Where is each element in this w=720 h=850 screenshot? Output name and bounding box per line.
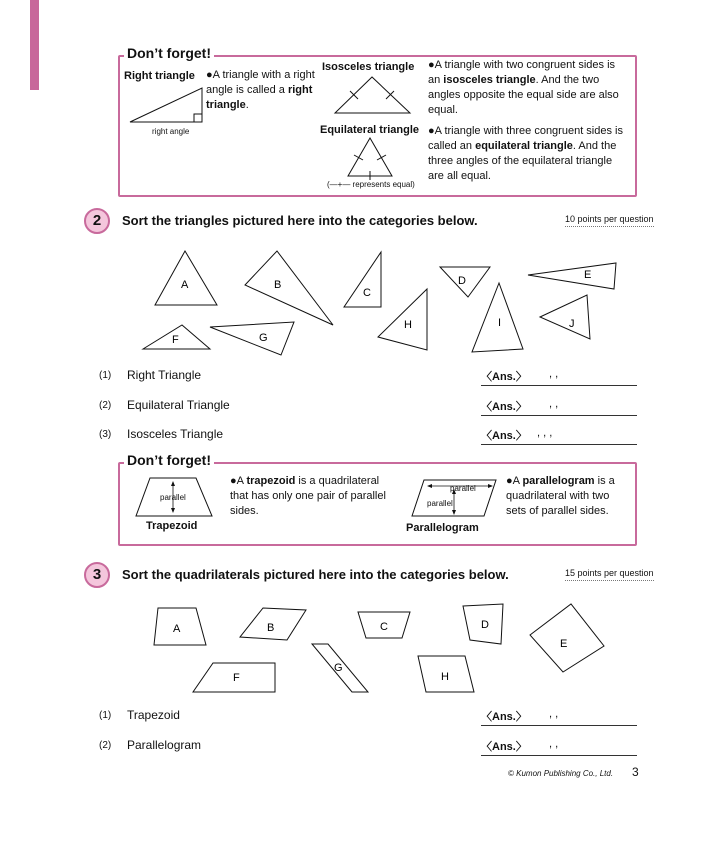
q2-item-2-label: Equilateral Triangle [127,398,230,412]
q3-item-1-label: Trapezoid [127,708,180,722]
question-3-instruction: Sort the quadrilaterals pictured here into the categories below. [122,567,509,582]
quadrilateral-C [358,612,410,638]
svg-text:A: A [181,279,189,291]
svg-text:E: E [560,638,568,650]
triangle-B [245,251,333,325]
parallelogram-label: Parallelogram [406,522,479,534]
quadrilateral-E [530,604,604,672]
svg-text:C: C [380,621,388,633]
quadrilateral-B [240,608,306,640]
triangle-C [344,252,381,307]
equal-marks-caption: (—+— represents equal) [327,180,415,189]
trapezoid-parallel-label: parallel [160,493,186,502]
triangle-A [155,251,217,305]
question-2-instruction: Sort the triangles pictured here into the categories below. [122,213,478,228]
side-color-bar [30,0,39,90]
quadrilateral-F [193,663,275,692]
parallelogram-figure [408,474,503,520]
quadrilateral-G [312,644,368,692]
svg-text:G: G [334,662,343,674]
q2-item-3-label: Isosceles Triangle [127,427,224,441]
isosceles-triangle-figure [325,73,420,118]
svg-text:C: C [363,287,371,299]
q3-item-2-answer-line[interactable]: 〈Ans.〉 , , [481,738,637,756]
q2-item-2-answer-line[interactable]: 〈Ans.〉 , , [481,398,637,416]
q2-item-1-label: Right Triangle [127,368,202,382]
svg-text:A: A [173,623,181,635]
svg-text:G: G [259,332,268,344]
svg-text:H: H [404,319,412,331]
triangle-H [378,289,427,350]
right-angle-caption: right angle [152,127,190,136]
q2-item-1-answer-line[interactable]: 〈Ans.〉 , , [481,368,637,386]
dont-forget-title: Don’t forget! [124,45,214,61]
triangle-F [143,325,210,349]
svg-text:D: D [458,275,466,287]
q3-item-2-label: Parallelogram [127,738,202,752]
equilateral-triangle-label: Equilateral triangle [320,124,420,136]
right-triangle-label: Right triangle [124,70,195,82]
triangle-J [540,295,590,339]
copyright: © Kumon Publishing Co., Ltd. [508,769,614,778]
page-number: 3 [632,765,639,779]
isosceles-triangle-label: Isosceles triangle [322,61,415,73]
question-2-points: 10 points per question [565,214,654,227]
svg-text:H: H [441,671,449,683]
triangle-shapes [130,245,640,360]
svg-text:B: B [267,622,275,634]
svg-text:F: F [172,334,179,346]
triangle-E [528,263,616,289]
svg-text:E: E [584,269,592,281]
quadrilateral-H [418,656,474,692]
svg-text:I: I [498,317,502,329]
right-triangle-definition: ●A triangle with a right angle is called a right triangle. [206,69,315,111]
dont-forget-title-2: Don’t forget! [124,452,214,468]
svg-text:J: J [569,318,575,330]
question-number-3: 3 [84,562,110,588]
svg-text:F: F [233,672,240,684]
trapezoid-definition: ●A trapezoid is a quadrilateral that has only one pair of parallel sides. [230,475,386,517]
q2-item-3-answer-line[interactable]: 〈Ans.〉 , , , [481,427,637,445]
quadrilateral-D [463,604,503,644]
quadrilateral-A [154,608,206,645]
right-triangle-figure [120,78,220,128]
triangle-D [440,267,490,297]
parallelogram-parallel-label-middle: parallel [427,499,453,508]
triangle-I [472,283,523,352]
svg-text:D: D [481,619,489,631]
parallelogram-definition: ●A parallelogram is a quadrilateral with two sets of parallel sides. [506,475,615,517]
q3-item-1-answer-line[interactable]: 〈Ans.〉 , , [481,708,637,726]
triangle-G [210,322,294,355]
quadrilateral-shapes [130,600,640,700]
svg-text:B: B [274,279,282,291]
question-number-2: 2 [84,208,110,234]
trapezoid-label: Trapezoid [146,520,198,532]
equilateral-triangle-definition: ●A triangle with three congruent sides is called an equilateral triangle. And the three angles of the equilateral triangle are all equal. [428,125,623,182]
isosceles-triangle-definition: ●A triangle with two congruent sides is an isosceles triangle. And the two angles opposite the equal side are also equal. [428,59,619,116]
equilateral-triangle-figure [340,134,400,180]
question-3-points: 15 points per question [565,568,654,581]
parallelogram-parallel-label-top: parallel [450,484,476,493]
